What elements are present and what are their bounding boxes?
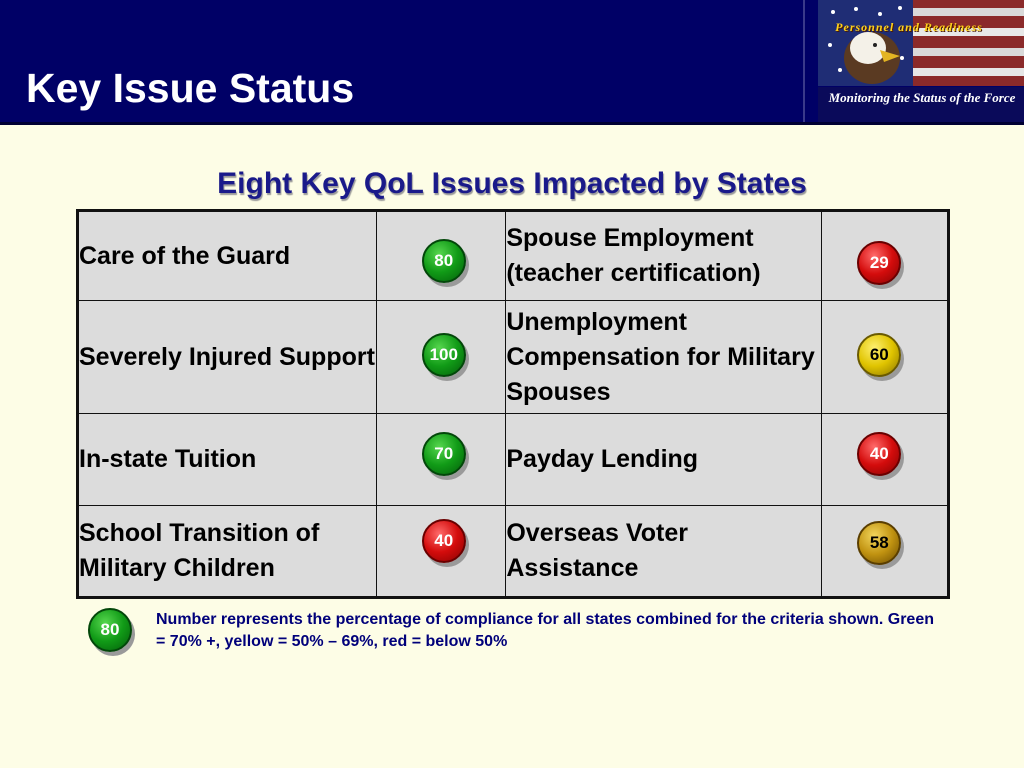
status-cell bbox=[377, 301, 506, 414]
eagle-flag-image bbox=[818, 0, 1024, 86]
compliance-badge: 100 bbox=[422, 333, 466, 377]
compliance-badge: 60 bbox=[857, 333, 901, 377]
compliance-badge: 29 bbox=[857, 241, 901, 285]
issue-label: In-state Tuition bbox=[78, 414, 377, 506]
issue-label: Severely Injured Support bbox=[78, 301, 377, 414]
issue-label: Care of the Guard bbox=[78, 211, 377, 301]
status-cell bbox=[821, 301, 948, 414]
table-row bbox=[78, 414, 949, 506]
compliance-badge: 80 bbox=[422, 239, 466, 283]
personnel-readiness-logo bbox=[803, 0, 1024, 122]
page-title: Key Issue Status bbox=[26, 65, 355, 111]
status-cell bbox=[377, 414, 506, 506]
logo-tagline: Monitoring the Status of the Force bbox=[818, 87, 1024, 122]
status-cell bbox=[821, 414, 948, 506]
header-divider bbox=[0, 122, 1024, 125]
header-bar bbox=[0, 0, 1024, 122]
legend-note: Number represents the percentage of compliance for all states combined for the criteria shown. Green = 70% +, yellow = 50% – 69%, red = below 50% bbox=[156, 611, 934, 650]
issue-status-table bbox=[76, 209, 950, 599]
status-cell bbox=[821, 506, 948, 598]
status-cell bbox=[377, 506, 506, 598]
slide-subtitle: Eight Key QoL Issues Impacted by States bbox=[217, 167, 807, 200]
table-row bbox=[78, 506, 949, 598]
compliance-badge: 40 bbox=[857, 432, 901, 476]
issue-label: Spouse Employment (teacher certification) bbox=[506, 211, 821, 301]
status-cell bbox=[377, 211, 506, 301]
compliance-badge: 58 bbox=[857, 521, 901, 565]
legend-sample-badge: 80 bbox=[88, 608, 132, 652]
issue-label: Overseas Voter Assistance bbox=[506, 506, 821, 598]
compliance-badge: 70 bbox=[422, 432, 466, 476]
logo-org-text: Personnel and Readiness bbox=[835, 20, 983, 34]
compliance-badge: 40 bbox=[422, 519, 466, 563]
table-row bbox=[78, 301, 949, 414]
status-cell bbox=[821, 211, 948, 301]
issue-label: School Transition of Military Children bbox=[78, 506, 377, 598]
table-row bbox=[78, 211, 949, 301]
issue-label: Unemployment Compensation for Military Spouses bbox=[506, 301, 821, 414]
issue-label: Payday Lending bbox=[506, 414, 821, 506]
